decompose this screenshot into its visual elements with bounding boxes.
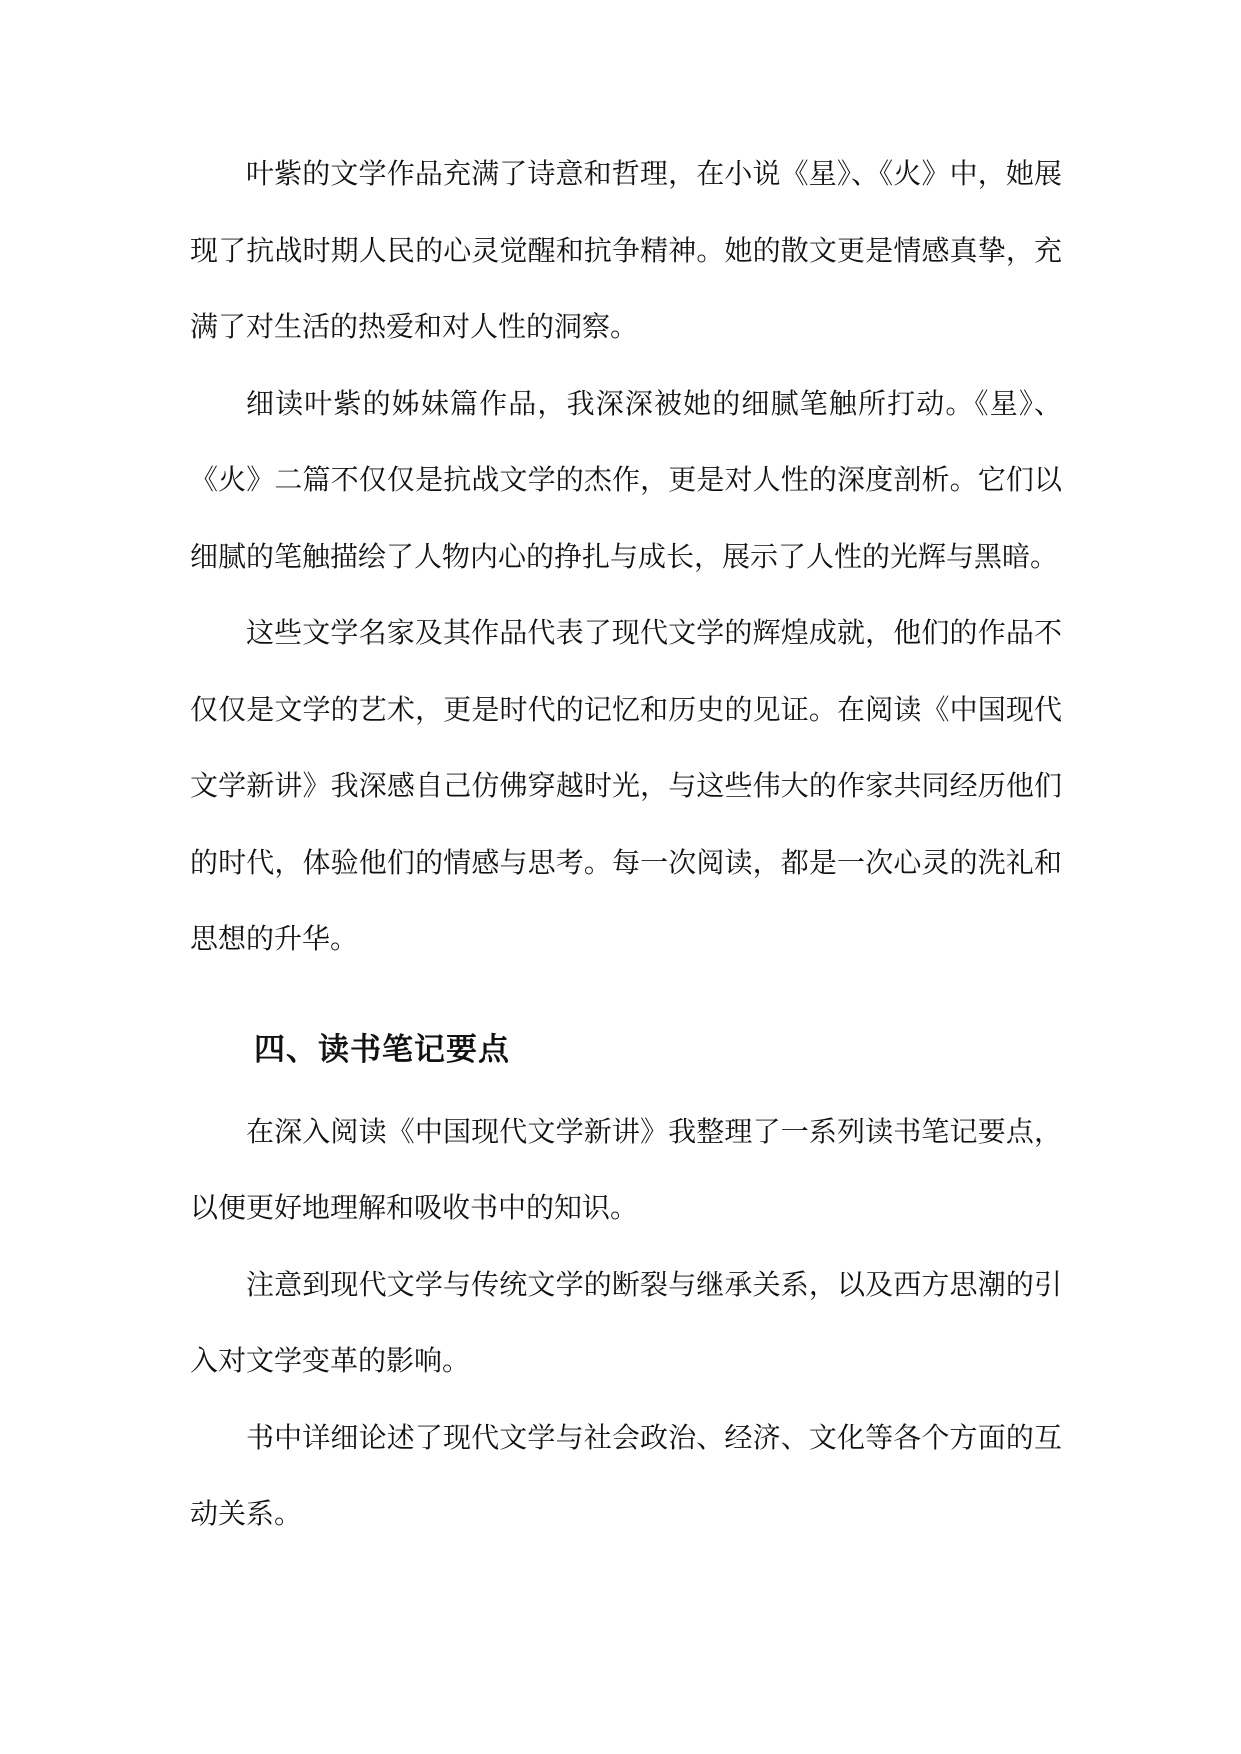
section-heading: 四、读书笔记要点 <box>254 1031 510 1068</box>
body-paragraph: 注意到现代文学与传统文学的断裂与继承关系，以及西方思潮的引入对文学变革的影响。 <box>190 1267 1062 1377</box>
body-paragraph: 这些文学名家及其作品代表了现代文学的辉煌成就，他们的作品不仅仅是文学的艺术，更是时代的记忆和历史的见证。在阅读《中国现代文学新讲》我深感自己仿佛穿越时光，与这些伟大的作家共同经历他们的时代，体验他们的情感与思考。每一次阅读，都是一次心灵的洗礼和思想的升华。 <box>190 616 1062 955</box>
document-page <box>190 136 1062 1553</box>
body-paragraph: 在深入阅读《中国现代文学新讲》我整理了一系列读书笔记要点，以便更好地理解和吸收书中的知识。 <box>190 1114 1062 1224</box>
body-paragraph: 书中详细论述了现代文学与社会政治、经济、文化等各个方面的互动关系。 <box>190 1420 1062 1530</box>
body-paragraph: 细读叶紫的姊妹篇作品，我深深被她的细腻笔触所打动。《星》、《火》二篇不仅仅是抗战文学的杰作，更是对人性的深度剖析。它们以细腻的笔触描绘了人物内心的挣扎与成长，展示了人性的光辉与黑暗。 <box>190 386 1062 573</box>
body-paragraph: 叶紫的文学作品充满了诗意和哲理，在小说《星》、《火》中，她展现了抗战时期人民的心灵觉醒和抗争精神。她的散文更是情感真挚，充满了对生活的热爱和对人性的洞察。 <box>190 157 1062 343</box>
